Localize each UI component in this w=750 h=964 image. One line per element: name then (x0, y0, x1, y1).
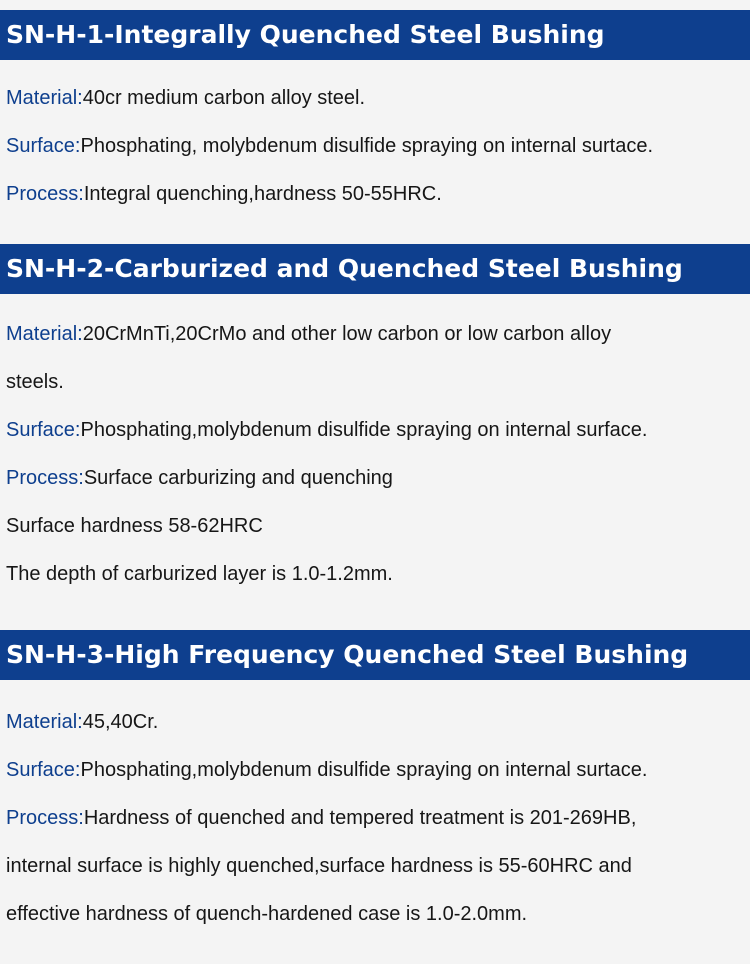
section-3-process (6, 804, 742, 832)
section-3-title: SN-H-3-High Frequency Quenched Steel Bushing (0, 630, 750, 680)
surface-value: Phosphating, molybdenum disulfide spraying on internal surtace. (80, 135, 654, 157)
section-2-material (6, 320, 742, 348)
process-label: Process: (6, 807, 84, 829)
surface-label: Surface: (6, 419, 81, 441)
process-value: Integral quenching,hardness 50-55HRC. (83, 183, 442, 205)
note-text: effective hardness of quench-hardened case is 1.0-2.0mm. (6, 903, 528, 925)
process-value: Hardness of quenched and tempered treatment is 201-269HB, (83, 807, 637, 829)
section-2-surface (6, 416, 742, 444)
section-3-note-1 (6, 852, 742, 880)
surface-label: Surface: (6, 135, 81, 157)
material-value: 40cr medium carbon alloy steel. (82, 87, 366, 109)
section-3-surface (6, 756, 742, 784)
section-2-process (6, 464, 742, 492)
process-label: Process: (6, 467, 84, 489)
surface-label: Surface: (6, 759, 81, 781)
process-value: Surface carburizing and quenching (83, 467, 393, 489)
process-label: Process: (6, 183, 84, 205)
section-2-note-2 (6, 560, 742, 588)
material-value: 45,40Cr. (82, 711, 159, 733)
material-value-continued: steels. (6, 371, 64, 393)
surface-value: Phosphating,molybdenum disulfide spraying on internal surface. (80, 419, 648, 441)
section-2-title: SN-H-2-Carburized and Quenched Steel Bushing (0, 244, 750, 294)
section-2-material-continued (6, 368, 742, 396)
section-1-title: SN-H-1-Integrally Quenched Steel Bushing (0, 10, 750, 60)
material-label: Material: (6, 711, 83, 733)
material-label: Material: (6, 87, 83, 109)
section-3-note-2 (6, 900, 742, 928)
note-text: Surface hardness 58-62HRC (6, 515, 263, 537)
section-3-material (6, 708, 742, 736)
note-text: The depth of carburized layer is 1.0-1.2mm. (6, 563, 393, 585)
section-1-material (6, 84, 742, 112)
material-value: 20CrMnTi,20CrMo and other low carbon or low carbon alloy (82, 323, 612, 345)
section-2-note-1 (6, 512, 742, 540)
material-label: Material: (6, 323, 83, 345)
section-1-process (6, 180, 742, 208)
surface-value: Phosphating,molybdenum disulfide spraying on internal surtace. (80, 759, 648, 781)
note-text: internal surface is highly quenched,surface hardness is 55-60HRC and (6, 855, 632, 877)
section-1-surface (6, 132, 742, 160)
